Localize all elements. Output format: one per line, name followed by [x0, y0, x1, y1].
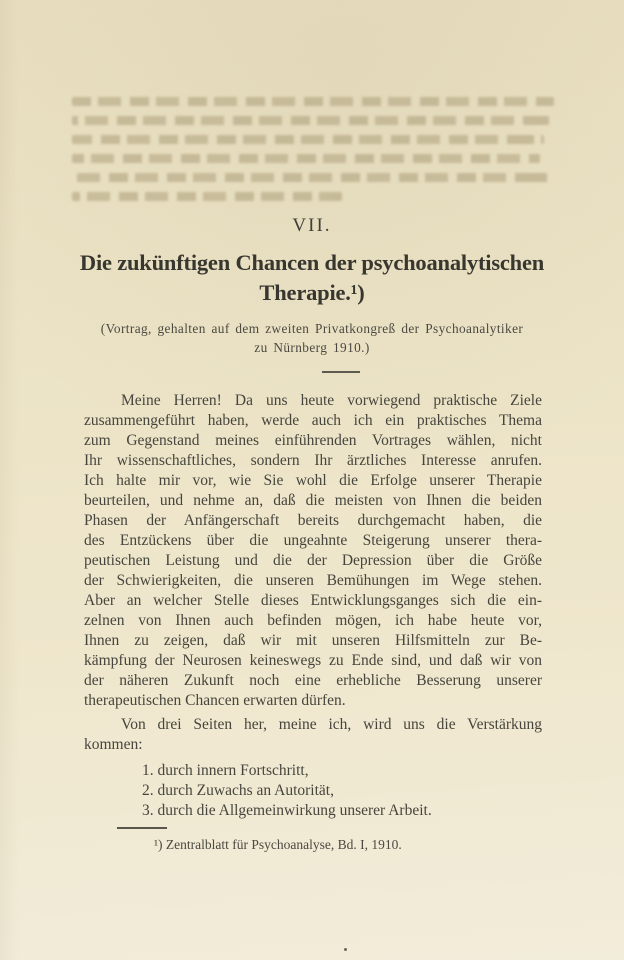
body-line: der näheren Zukunft noch eine erhebliche Besserung unserer [84, 672, 542, 689]
ink-speck [344, 948, 347, 951]
body-line: peutischen Leistung und die der Depression über die Größe [84, 552, 542, 569]
bleedthrough-line [72, 192, 342, 201]
bleedthrough-line [72, 97, 554, 106]
body-line: des Entzückens über die ungeahnte Steigerung unserer thera- [84, 532, 542, 549]
list-item: 3. durch die Allgemeinwirkung unserer Arbeit. [142, 802, 432, 819]
chapter-title [0, 248, 624, 308]
body-line: Ich halte mir vor, wie Sie wohl die Erfolge unserer Therapie [84, 472, 542, 489]
body-line: zelnen von Ihnen auch befinden mögen, ich habe heute vor, [84, 612, 542, 629]
chapter-title-line1: Die zukünftigen Chancen der psychoanalytischen [79, 250, 545, 275]
bleedthrough-line [72, 116, 549, 125]
subtitle-line1: (Vortrag, gehalten auf dem zweiten Privatkongreß der Psychoanalytiker [100, 321, 524, 336]
footnote: ¹) Zentralblatt für Psychoanalyse, Bd. I, 1910. [154, 836, 402, 852]
body-text-column [84, 391, 542, 855]
body-line: Ihnen zu zeigen, daß wir mit unseren Hilfsmitteln zur Be- [84, 632, 542, 649]
numbered-list [84, 761, 542, 821]
bleedthrough-line [72, 173, 549, 182]
body-line: zum Gegenstand meines einführenden Vortrages wählen, nicht [84, 432, 542, 449]
subtitle [0, 319, 624, 357]
subtitle-line2: zu Nürnberg 1910.) [254, 340, 370, 355]
body-line: Ihr wissenschaftliches, sondern Ihr ärztliches Interesse anrufen. [84, 452, 542, 469]
body-line: beurteilen, und nehme an, daß die meisten von Ihnen die beiden [84, 492, 542, 509]
divider-rule [322, 371, 360, 373]
chapter-title-line2: Therapie.¹) [259, 280, 365, 305]
body-paragraph-2 [84, 715, 542, 755]
body-line: Phasen der Anfängerschaft bereits durchgemacht haben, die [84, 512, 542, 529]
body-paragraph-1 [84, 391, 542, 711]
body-line: Von drei Seiten her, meine ich, wird uns die Verstärkung [121, 716, 542, 733]
body-line: der Schwierigkeiten, die unseren Bemühungen im Wege stehen. [84, 572, 542, 589]
list-item: 1. durch innern Fortschritt, [142, 762, 309, 779]
body-line: therapeutischen Chancen erwarten dürfen. [84, 692, 346, 709]
body-line: Aber an welcher Stelle dieses Entwicklungsganges sich die ein- [84, 592, 542, 609]
bleedthrough-text [72, 97, 554, 211]
body-line: kommen: [84, 736, 143, 753]
body-line: zusammengeführt haben, werde auch ich ein praktisches Thema [84, 412, 542, 429]
footnote-rule [117, 827, 167, 829]
body-line: Meine Herren! Da uns heute vorwiegend praktische Ziele [121, 392, 542, 409]
bleedthrough-line [72, 135, 544, 144]
list-item: 2. durch Zuwachs an Autorität, [142, 782, 334, 799]
body-line: kämpfung der Neurosen keineswegs zu Ende sind, und daß wir von [84, 652, 542, 669]
bleedthrough-line [72, 154, 540, 163]
section-number: VII. [292, 215, 332, 236]
